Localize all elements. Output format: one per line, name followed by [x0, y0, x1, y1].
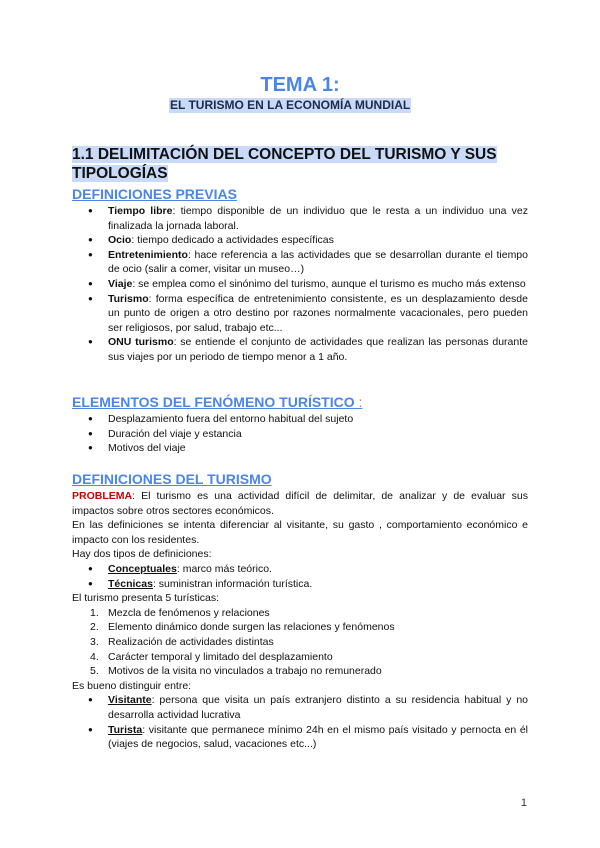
list-item: ● Visitante: persona que visita un país extranjero distinto a su residencia habitual y no desarrolla actividad lucrativa [72, 693, 528, 722]
list-item: ● Motivos del viaje [72, 441, 528, 456]
paragraph: El turismo presenta 5 turísticas: [72, 592, 220, 605]
section-heading [72, 145, 528, 183]
list-item: 3. Realización de actividades distintas [90, 635, 274, 648]
list-item: ● Duración del viaje y estancia [72, 427, 528, 442]
section-definiciones-turismo [72, 489, 528, 752]
list-item: 4. Carácter temporal y limitado del desplazamiento [90, 650, 333, 663]
heading-elementos: ELEMENTOS DEL FENÓMENO TURÍSTICO : [72, 394, 363, 410]
list-item: 1. Mezcla de fenómenos y relaciones [90, 606, 270, 619]
page-number: 1 [520, 797, 527, 809]
paragraph: Es bueno distinguir entre: [72, 679, 192, 692]
list-item: ● Turista: visitante que permanece mínimo 24h en el mismo país visitado y pernocta en él (viajes de negocios, salud, vacaciones etc...) [72, 723, 528, 752]
list-item: ● Viaje: se emplea como el sinónimo del turismo, aunque el turismo es mucho más extenso [72, 277, 528, 292]
problema-paragraph: PROBLEMA: El turismo es una actividad difícil de delimitar, de analizar y de evaluar sus impactos sobre otros sectores económicos. [72, 490, 528, 517]
list-elementos [72, 412, 528, 456]
list-item: ● ONU turismo: se entiende el conjunto de actividades que realizan las personas durante sus viajes por un periodo de tiempo menor a 1 año. [72, 335, 528, 364]
list-tipos [72, 562, 528, 591]
page-title: TEMA 1: [260, 74, 340, 96]
section-heading-text: 1.1 DELIMITACIÓN DEL CONCEPTO DEL TURISMO Y SUS TIPOLOGÍAS [72, 146, 497, 182]
heading-definiciones-previas: DEFINICIONES PREVIAS [72, 186, 237, 202]
list-item: ● Tiempo libre: tiempo disponible de un individuo que le resta a un individuo una vez finalizada la jornada laboral. [72, 204, 528, 233]
list-item: ● Desplazamiento fuera del entorno habitual del sujeto [72, 412, 528, 427]
paragraph: En las definiciones se intenta diferenciar al visitante, su gasto , comportamiento económico e impacto con los residentes. [72, 519, 528, 546]
list-item: ● Técnicas: suministran información turística. [72, 577, 528, 592]
list-item: 2. Elemento dinámico donde surgen las relaciones y fenómenos [90, 621, 395, 634]
list-distinguir [72, 693, 528, 751]
list-cinco [72, 606, 528, 679]
page-subtitle: EL TURISMO EN LA ECONOMÍA MUNDIAL [170, 98, 411, 112]
list-item: ● Ocio: tiempo dedicado a actividades específicas [72, 233, 528, 248]
list-definiciones-previas [72, 204, 528, 365]
list-item: 5. Motivos de la visita no vinculados a trabajo no remunerado [90, 665, 382, 678]
paragraph: Hay dos tipos de definiciones: [72, 548, 212, 561]
list-item: ● Turismo: forma específica de entretenimiento consistente, es un desplazamiento desde un punto de origen a otro destino por razones normalmente vacacionales, pero pueden ser religiosos, por salud, trabajo etc... [72, 292, 528, 336]
heading-definiciones-turismo: DEFINICIONES DEL TURISMO [72, 471, 272, 487]
list-item: ● Conceptuales: marco más teórico. [72, 562, 528, 577]
list-item: ● Entretenimiento: hace referencia a las actividades que se desarrollan durante el tiempo de ocio (salir a comer, visitar un museo…) [72, 248, 528, 277]
